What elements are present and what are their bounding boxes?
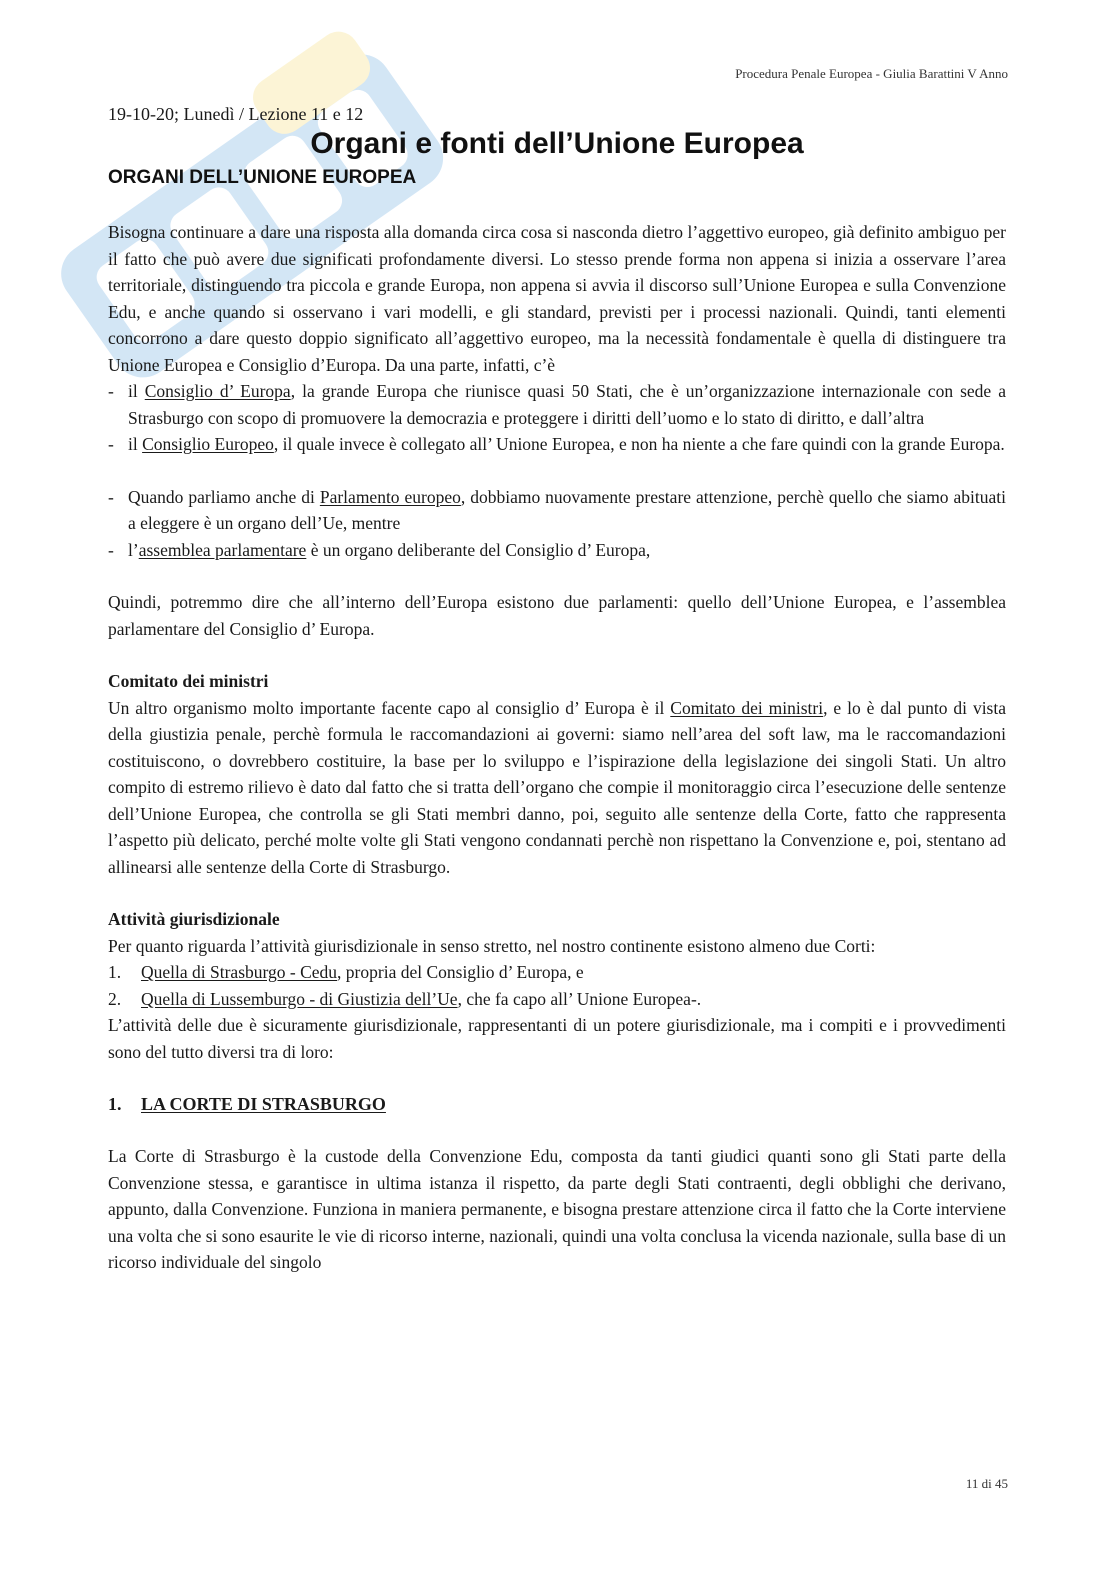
subheading-comitato: Comitato dei ministri [108, 671, 269, 691]
numbered-list-corti [108, 959, 1006, 1012]
underlined-term: assemblea parlamentare [138, 539, 307, 560]
intro-paragraph: Bisogna continuare a dare una risposta alla domanda circa cosa si nasconda dietro l’aggettivo europeo, già definito ambiguo per il fatto che può avere due significati profondamente diversi. Lo stesso prende forma non appena si inizia a osservare l’area territoriale, distinguendo tra piccola e grande Europa, non appena si avvia il discorso sull’Unione Europea e sulla Convenzione Edu, e anche quando si osservano i vari modelli, e gli standard, previsti per i processi nazionali. Quindi, tanti elementi concorrono a dare questo doppio significato all’aggettivo europeo, ma la necessità fondamentale è quella di distinguere tra Unione Europea e Consiglio d’Europa. Da una parte, infatti, c’è [108, 222, 1006, 375]
list-item: 1. Quella di Strasburgo - Cedu, propria del Consiglio d’ Europa, e [108, 962, 584, 982]
bullet-list-parlamenti [108, 484, 1006, 564]
list-item: - l’assemblea parlamentare è un organo deliberante del Consiglio d’ Europa, [108, 537, 1006, 564]
section-heading: ORGANI DELL’UNIONE EUROPEA [108, 167, 417, 188]
date-line: 19-10-20; Lunedì / Lezione 11 e 12 [108, 104, 364, 124]
underlined-term: Quella di Lussemburgo - di Giustizia dell’Ue [141, 988, 458, 1009]
list-item: - il Consiglio d’ Europa, la grande Europa che riunisce quasi 50 Stati, che è un’organizzazione internazionale con sede a Strasburgo con scopo di promuovere la democrazia e proteggere i diritti dell’uomo e lo stato di diritto, e dall’altra [108, 378, 1006, 431]
section-heading-corte: 1. LA CORTE DI STRASBURGO [108, 1094, 386, 1114]
underlined-term: Quella di Strasburgo - Cedu [141, 962, 338, 982]
underlined-term: Consiglio Europeo [142, 434, 274, 454]
parlamenti-paragraph: Quindi, potremmo dire che all’interno dell’Europa esistono due parlamenti: quello dell’Unione Europea, e l’assemblea parlamentare del Consiglio d’ Europa. [108, 592, 1006, 639]
underlined-term: Consiglio d’ Europa [144, 381, 291, 401]
list-item: - il Consiglio Europeo, il quale invece è collegato all’ Unione Europea, e non ha niente a che fare quindi con la grande Europa. [108, 431, 1006, 458]
main-content [108, 104, 1006, 1276]
attivita-intro: Per quanto riguarda l’attività giurisdizionale in senso stretto, nel nostro continente esistono almeno due Corti: [108, 935, 876, 956]
underlined-term: Parlamento europeo [319, 486, 461, 507]
running-header: Procedura Penale Europea - Giulia Barattini V Anno [735, 66, 1008, 81]
page-title: Organi e fonti dell’Unione Europea [310, 127, 804, 160]
comitato-paragraph: Un altro organismo molto importante facente capo al consiglio d’ Europa è il Comitato dei ministri, e lo è dal punto di vista della giustizia penale, perchè formula le raccomandazioni ai governi: siamo nell’area del soft law, ma le raccomandazioni costituiscono, o dovrebbero costituire, la base per lo sviluppo e l’ispirazione della legislazione dei singoli Stati. Un altro compito di estremo rilievo è dato dal fatto che si tratta dell’organo che compie il monitoraggio circa l’esecuzione delle sentenze dell’Unione Europea, che controlla se gli Stati membri danno, poi, seguito alle sentenze della Corte, fatto che rappresenta l’aspetto più delicato, perché molte volte gli Stati vengono condannati perchè non rispettano la Convenzione e, poi, stentano ad allinearsi alle sentenze della Corte di Strasburgo. [108, 697, 1006, 877]
list-item: 2. Quella di Lussemburgo - di Giustizia dell’Ue, che fa capo all’ Unione Europea-. [108, 988, 702, 1009]
subheading-attivita: Attività giurisdizionale [108, 909, 280, 929]
list-item: - Quando parliamo anche di Parlamento europeo, dobbiamo nuovamente prestare attenzione, perchè quello che siamo abituati a eleggere è un organo dell’Ue, mentre [108, 484, 1006, 537]
page-number: 11 di 45 [965, 1476, 1008, 1491]
attivita-outro: L’attività delle due è sicuramente giurisdizionale, rappresentanti di un potere giurisdizionale, ma i compiti e i provvedimenti sono del tutto diversi tra di loro: [108, 1015, 1006, 1062]
underlined-term: Comitato dei ministri [670, 697, 824, 718]
bullet-list-organi [108, 378, 1006, 458]
corte-paragraph: La Corte di Strasburgo è la custode della Convenzione Edu, composta da tanti giudici quanti sono gli Stati parte della Convenzione stessa, e garantisce in ultima istanza il rispetto, da parte degli Stati contraenti, degli obblighi che derivano, appunto, dalla Convenzione. Funziona in maniera permanente, e bisogna prestare attenzione circa il fatto che la Corte interviene una volta che si sono esaurite le vie di ricorso interne, nazionali, quindi una volta conclusa la vicenda nazionale, sulla base di un ricorso individuale del singolo [108, 1146, 1006, 1272]
